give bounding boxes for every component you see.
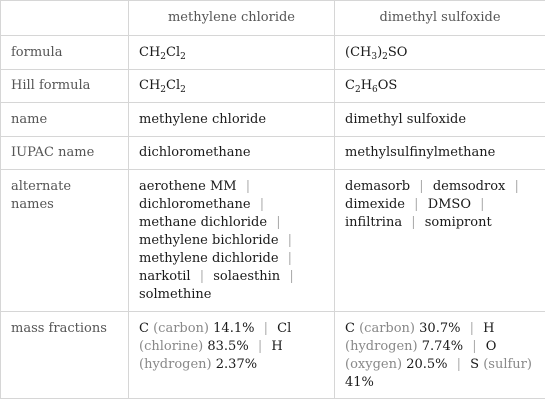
alternate-name: methylene bichloride [139, 233, 279, 248]
alternate-name: dimexide [345, 197, 406, 212]
alternate-name: solaesthin [213, 269, 281, 284]
fraction-value: 20.5% [406, 357, 448, 372]
alternate-names-mc [129, 170, 335, 312]
hill-formula-dmso: $C_2H_6OS$ [335, 70, 545, 103]
column-header-methylene-chloride: methylene chloride [129, 1, 335, 36]
alternate-names-dmso [335, 170, 545, 312]
header-row [1, 1, 545, 36]
separator: | [287, 233, 293, 248]
separator: | [199, 269, 205, 284]
row-label: IUPAC name [1, 137, 129, 170]
fraction-value: 83.5% [207, 339, 249, 354]
alternate-name: demsodrox [432, 179, 506, 194]
formula-subscript: 2 [382, 51, 388, 62]
alternate-name: methane dichloride [139, 215, 268, 230]
mass-fractions-dmso [335, 312, 545, 399]
alternate-name: DMSO [427, 197, 471, 212]
alternate-name: dichloromethane [139, 197, 251, 212]
alternate-name: demasorb [345, 179, 411, 194]
alternate-name: aerothene MM [139, 179, 237, 194]
element-symbol: H [271, 339, 283, 354]
element-symbol: Cl [277, 321, 292, 336]
separator: | [480, 197, 485, 212]
element-symbol: S [470, 357, 480, 372]
name-dmso: dimethyl sulfoxide [335, 103, 545, 137]
row-label: formula [1, 36, 129, 70]
separator: | [276, 215, 281, 230]
separator: | [287, 251, 293, 266]
alternate-name: narkotil [139, 269, 191, 284]
separator: | [411, 215, 416, 230]
fraction-value: 41% [345, 375, 374, 390]
alternate-name: somipront [424, 215, 492, 230]
formula-subscript: 2 [180, 85, 186, 95]
separator: | [259, 197, 265, 212]
formula-subscript: 2 [354, 85, 361, 95]
fraction-value: 7.74% [421, 339, 464, 354]
formula-subscript: 6 [372, 85, 378, 95]
separator: | [245, 179, 251, 194]
separator: | [289, 269, 294, 284]
table-row-name [1, 103, 545, 137]
column-header-dimethyl-sulfoxide: dimethyl sulfoxide [335, 1, 545, 36]
fraction-value: 2.37% [215, 357, 258, 372]
row-label: name [1, 103, 129, 137]
element-name: (sulfur) [483, 357, 532, 372]
fraction-value: 30.7% [419, 321, 461, 336]
formula-subscript: 2 [160, 51, 167, 62]
table-row-alternate-names [1, 170, 545, 312]
formula-subscript: 2 [180, 51, 186, 62]
row-label: mass fractions [1, 312, 129, 399]
mass-fraction [345, 321, 460, 336]
alternate-name: solmethine [139, 287, 212, 302]
separator: | [469, 321, 474, 336]
element-name: (oxygen) [345, 357, 403, 372]
separator: | [472, 339, 477, 354]
header-empty [1, 1, 129, 36]
separator: | [257, 339, 263, 354]
separator: | [514, 179, 519, 194]
iupac-name-dmso: methylsulfinylmethane [335, 137, 545, 170]
element-symbol: C [139, 321, 149, 336]
hill-formula-mc: $CH_2Cl_2$ [129, 70, 335, 103]
mass-fraction [139, 321, 254, 336]
element-name: (carbon) [153, 321, 210, 336]
separator: | [419, 179, 424, 194]
element-name: (hydrogen) [139, 357, 212, 372]
table-row-iupac-name [1, 137, 545, 170]
formula-dmso: $(CH_3)_2SO$ [335, 36, 545, 70]
alternate-name: methylene dichloride [139, 251, 279, 266]
table-row-hill-formula [1, 70, 545, 103]
formula-mc: $CH_2Cl_2$ [129, 36, 335, 70]
element-name: (chlorine) [139, 339, 204, 354]
element-symbol: H [483, 321, 495, 336]
table-row-formula [1, 36, 545, 70]
formula-subscript: 2 [160, 85, 167, 95]
separator: | [263, 321, 268, 336]
mass-fractions-mc [129, 312, 335, 399]
name-mc: methylene chloride [129, 103, 335, 137]
element-symbol: O [485, 339, 497, 354]
separator: | [456, 357, 462, 372]
table-row-mass-fractions [1, 312, 545, 399]
row-label: alternate names [1, 170, 129, 312]
element-name: (carbon) [359, 321, 416, 336]
iupac-name-mc: dichloromethane [129, 137, 335, 170]
element-symbol: C [345, 321, 355, 336]
fraction-value: 14.1% [213, 321, 255, 336]
separator: | [414, 197, 419, 212]
alternate-name: infiltrina [345, 215, 403, 230]
element-name: (hydrogen) [345, 339, 418, 354]
formula-subscript: 3 [371, 51, 378, 62]
row-label: Hill formula [1, 70, 129, 103]
